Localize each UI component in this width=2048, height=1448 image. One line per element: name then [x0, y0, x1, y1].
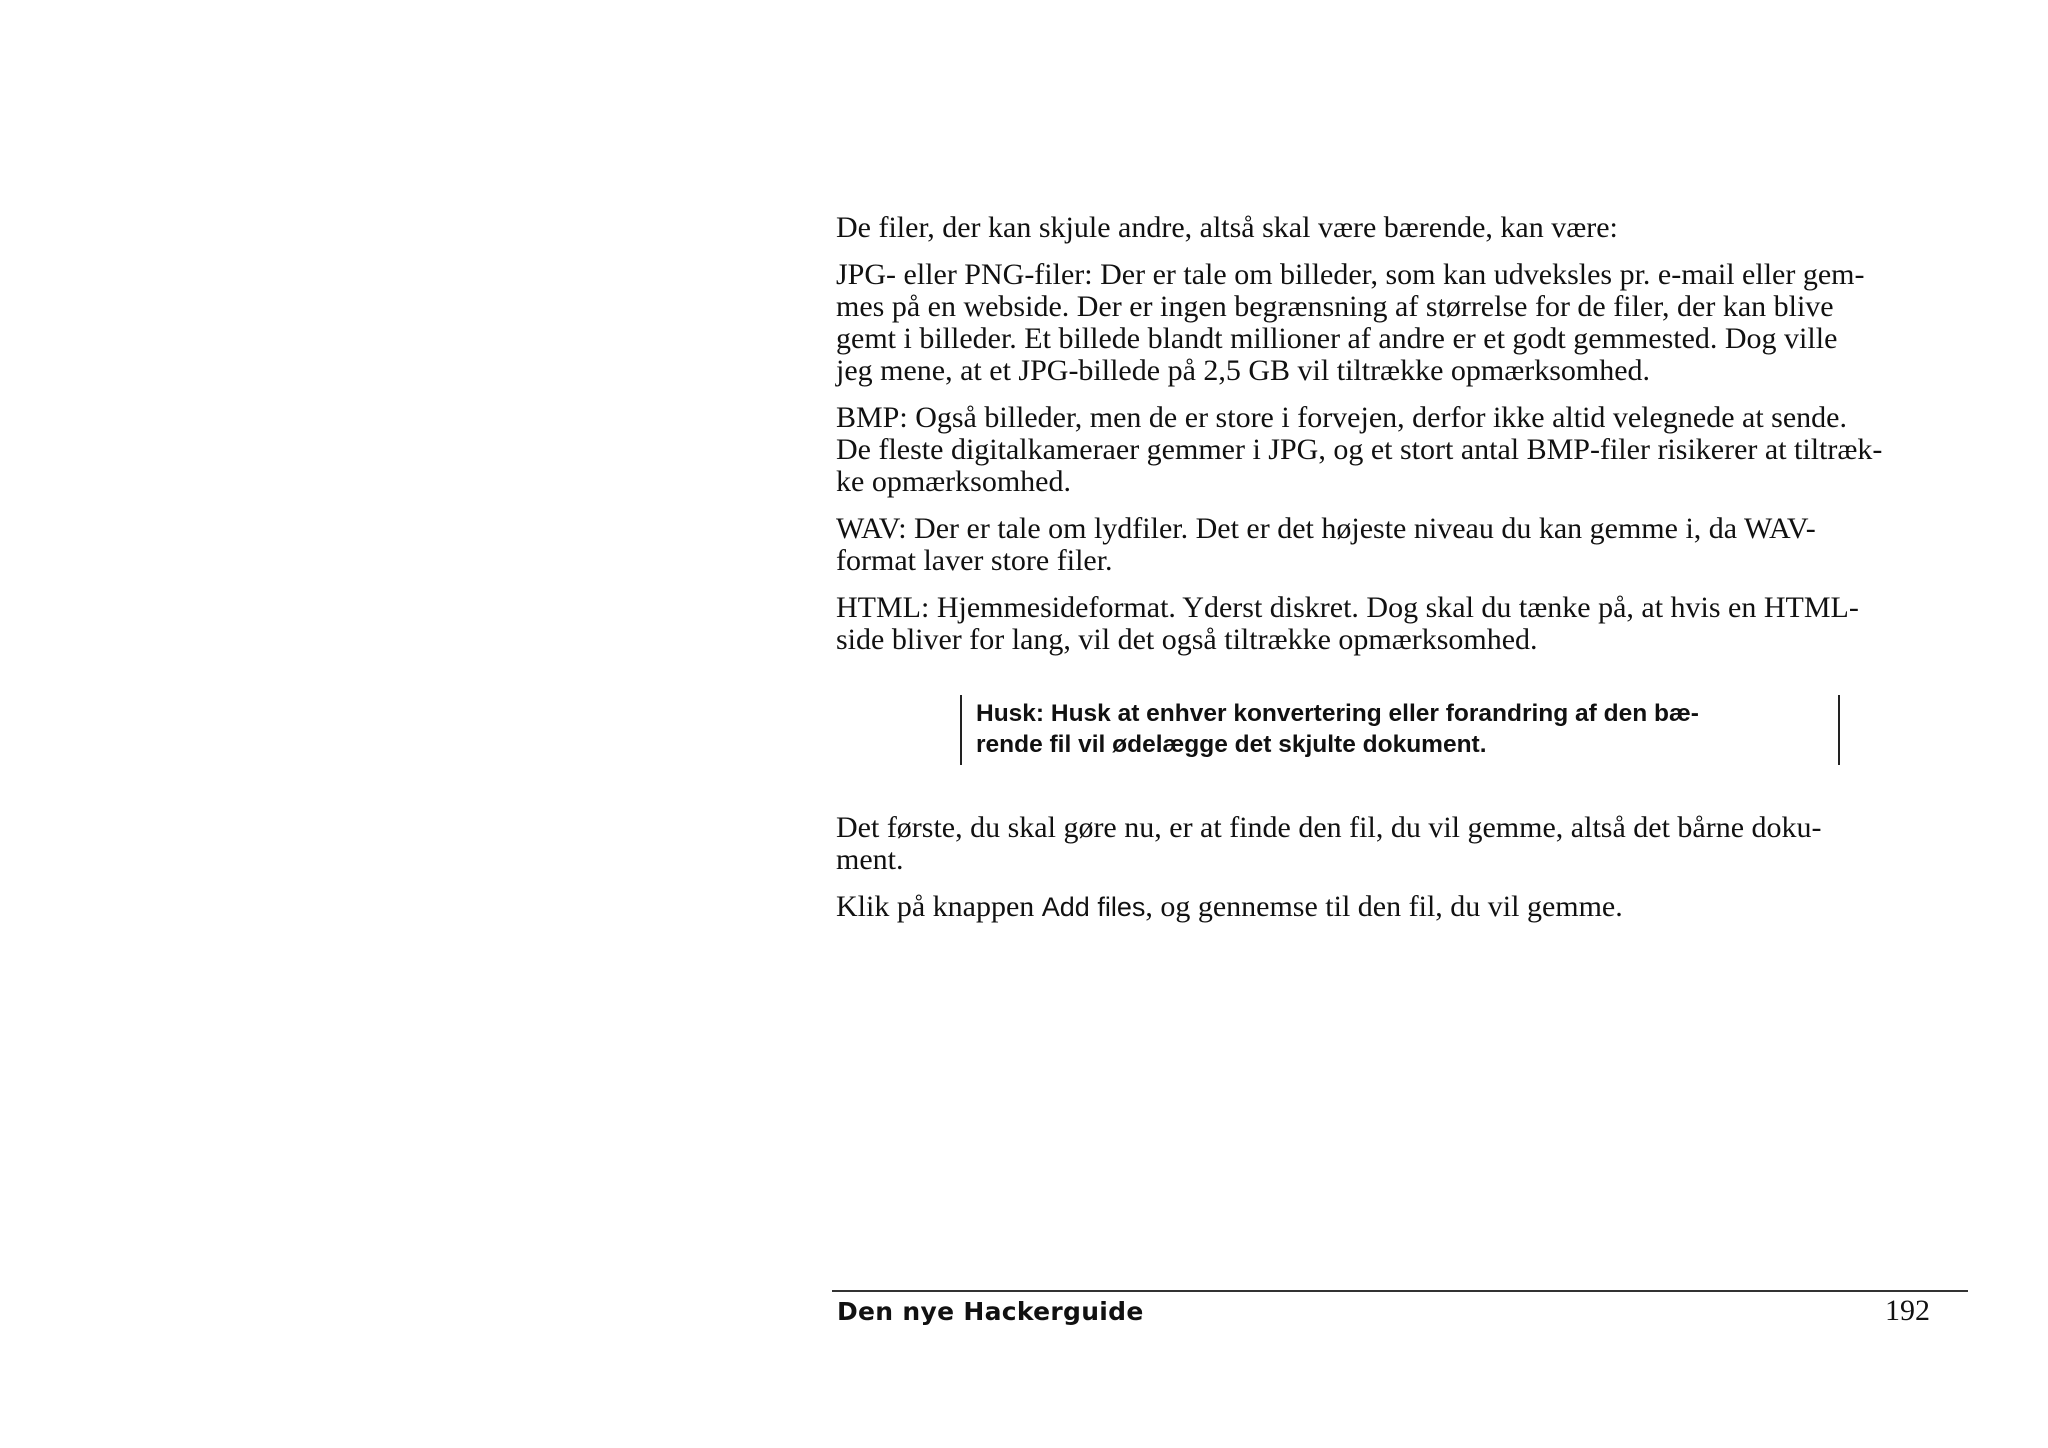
text-line: WAV: Der er tale om lydfiler. Det er det højeste niveau du kan gemme i, da WAV- [836, 512, 1816, 545]
text-line: jeg mene, at et JPG-billede på 2,5 GB vil tiltrække opmærksomhed. [836, 354, 1651, 387]
text-line: side bliver for lang, vil det også tiltrække opmærksomhed. [836, 623, 1538, 656]
button-name-reference: Add files [1041, 892, 1146, 922]
text-line: De fleste digitalkameraer gemmer i JPG, og et stort antal BMP-filer risikerer at tiltræk- [836, 433, 1883, 466]
text-line: JPG- eller PNG-filer: Der er tale om billeder, som kan udveksles pr. e-mail eller gem- [836, 258, 1865, 291]
text-line: BMP: Også billeder, men de er store i forvejen, derfor ikke altid velegnede at sende. [836, 401, 1847, 434]
text-line: gemt i billeder. Et billede blandt millioner af andre er et godt gemmested. Dog ville [836, 322, 1838, 355]
format-paragraph-wav [836, 513, 1966, 577]
page-number: 192 [1885, 1294, 1930, 1327]
intro-paragraph: De filer, der kan skjule andre, altså skal være bærende, kan være: [836, 211, 1618, 244]
text-run: Klik på knappen [836, 890, 1042, 923]
footer-rule [832, 1290, 1968, 1292]
note-line: Husk: Husk at enhver konvertering eller forandring af den bæ- [976, 700, 1699, 727]
format-paragraph-html [836, 592, 1966, 656]
step-paragraph-add-files [836, 891, 1966, 923]
text-line: Det første, du skal gøre nu, er at finde den fil, du vil gemme, altså det bårne doku- [836, 811, 1822, 844]
note-line: rende fil vil ødelægge det skjulte dokument. [976, 731, 1487, 758]
text-line: mes på en webside. Der er ingen begrænsning af størrelse for de filer, der kan blive [836, 290, 1834, 323]
text-line: HTML: Hjemmesideformat. Yderst diskret. Dog skal du tænke på, at hvis en HTML- [836, 591, 1859, 624]
step-paragraph-find-file [836, 812, 1966, 876]
text-run: , og gennemse til den fil, du vil gemme. [1145, 890, 1623, 923]
lower-text-column [836, 812, 1966, 938]
note-box [960, 695, 1840, 765]
text-line: ment. [836, 843, 904, 876]
format-paragraph-bmp [836, 402, 1966, 498]
upper-text-column [836, 212, 1966, 671]
text-line: format laver store filer. [836, 544, 1113, 577]
text-line: ke opmærksomhed. [836, 465, 1071, 498]
footer-book-title: Den nye Hackerguide [837, 1297, 1144, 1326]
format-paragraph-jpg-png [836, 259, 1966, 387]
